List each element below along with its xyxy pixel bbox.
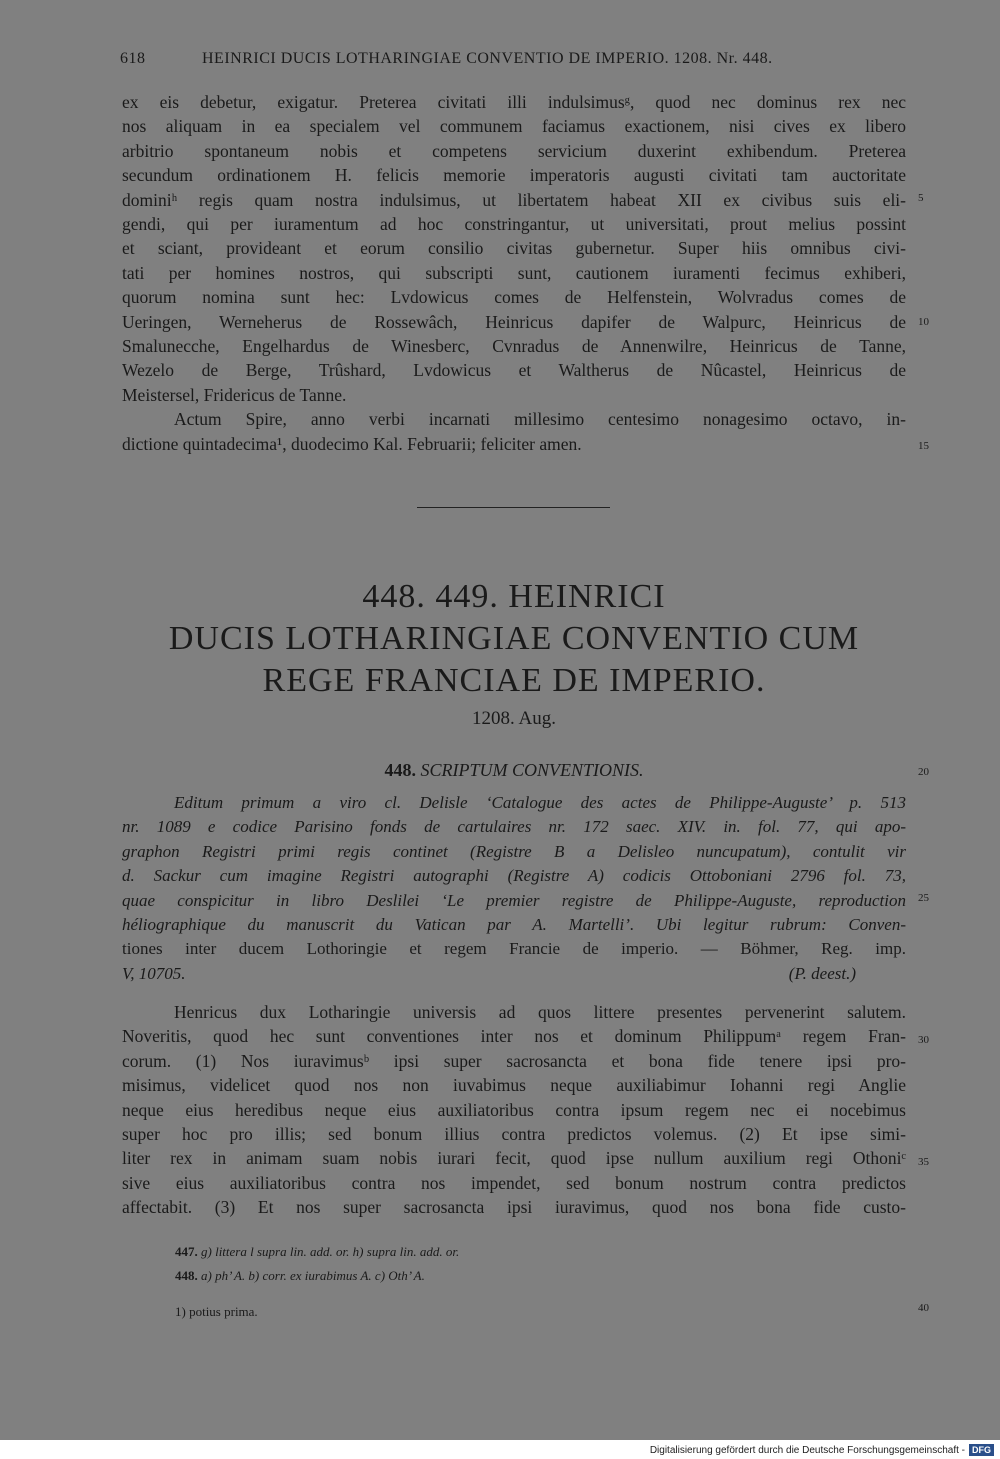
note-line: Editum primum a viro cl. Delisle ‘Catalogue des actes de Philippe-Auguste’ p. 513 (174, 793, 906, 812)
section-title (122, 576, 906, 702)
line-number: 15 (918, 440, 929, 452)
text-line: Smalunecche, Engelhardus de Winesberc, Cvnradus de Annenwilre, Heinricus de Tanne, (122, 336, 906, 357)
p-deest: (P. deest.) (788, 963, 856, 983)
text-line: affectabit. (3) Et nos super sacrosancta ipsi iuravimus, quod nos bona fide custo- (122, 1197, 906, 1218)
footnotes (175, 1240, 875, 1324)
text-line: corum. (1) Nos iuravimusᵇ ipsi super sacrosancta et bona fide tenere ipsi pro- (122, 1050, 906, 1071)
footnote-448 (175, 1264, 875, 1288)
line-number: 40 (918, 1302, 929, 1314)
footer-credit (650, 1441, 994, 1459)
footnote-text: a) ph’ A. b) corr. ex iurabimus A. c) Oth’ A. (201, 1268, 425, 1283)
dfg-logo: DFG (969, 1444, 994, 1456)
line-number: 10 (918, 316, 929, 328)
text-line: et sciant, provideant et eorum consilio civitas gubernetur. Super hiis omnibus civi- (122, 238, 906, 259)
body-text-top (122, 90, 906, 456)
document-number: 448. (384, 760, 416, 780)
footnote-1: 1) potius prima. (175, 1304, 258, 1319)
note-line: nr. 1089 e codice Parisino fonds de cartulaires nr. 172 saec. XIV. in. fol. 77, qui apo- (122, 817, 906, 837)
footnote-number: 448. (175, 1268, 198, 1283)
body-text-bottom (122, 1000, 906, 1220)
editorial-note (122, 791, 906, 986)
note-line: quae conspicitur in libro Deslilei ‘Le premier registre de Philippe-Auguste, reproduction (122, 890, 906, 910)
note-line: tiones inter ducem Lothoringie et regem Francie de imperio. — Böhmer, Reg. imp. (122, 939, 906, 959)
line-number: 20 (918, 766, 929, 778)
note-line: d. Sackur cum imagine Registri autographi (Registre A) codicis Ottoboniani 2796 fol. 73, (122, 866, 906, 886)
text-line: Noveritis, quod hec sunt conventiones inter nos et dominum Philippumᵃ regem Fran- (122, 1026, 906, 1047)
text-line: Henricus dux Lotharingie universis ad quos littere presentes pervenerint salutem. (174, 1002, 906, 1022)
text-line: sive eius auxiliatoribus contra nos impendet, sed bonum nostrum contra predictos (122, 1172, 906, 1193)
line-number: 25 (918, 892, 929, 904)
section-date: 1208. Aug. (472, 708, 556, 729)
text-line: liter rex in animam suam nobis iurari fecit, quod ipse nullum auxilium regi Othoniᶜ (122, 1148, 906, 1169)
text-line: neque eius heredibus neque eius auxiliatoribus contra ipsum regem nec ei nocebimus (122, 1099, 906, 1120)
footnote-text: g) littera l supra lin. add. or. h) supra lin. add. or. (201, 1244, 460, 1259)
note-line: héliographique du manuscrit du Vatican par A. Martelli’. Ubi legitur rubrum: Conven- (122, 915, 906, 935)
text-line: dominiʰ regis quam nostra indulsimus, ut libertatem habeat XII ex civibus suis eli- (122, 189, 906, 210)
credit-text: Digitalisierung gefördert durch die Deutsche Forschungsgemeinschaft - (649, 1444, 965, 1456)
line-number: 35 (918, 1156, 929, 1168)
text-line: Wezelo de Berge, Trûshard, Lvdowicus et Waltherus de Nûcastel, Heinricus de (122, 360, 906, 381)
text-line: secundum ordinationem H. felicis memorie imperatoris augusti civitati tam auctoritate (122, 165, 906, 186)
document-subtitle (122, 760, 906, 781)
text-line: Ueringen, Werneherus de Rossewâch, Heinricus dapifer de Walpurc, Heinricus de (122, 311, 906, 332)
document-heading: SCRIPTUM CONVENTIONIS. (420, 760, 644, 780)
note-line: V, 10705. (122, 963, 186, 983)
text-line: quorum nomina sunt hec: Lvdowicus comes de Helfenstein, Wolvradus comes de (122, 287, 906, 308)
footnote-number: 447. (175, 1244, 198, 1259)
section-divider (417, 507, 610, 508)
text-line: tati per homines nostros, qui subscripti sunt, cautionem iuramenti fecimus exhiberi, (122, 262, 906, 283)
text-line: misimus, videlicet quod nos non iuvabimus neque auxiliabimur Iohanni regi Anglie (122, 1075, 906, 1096)
line-number: 30 (918, 1034, 929, 1046)
footnote-447 (175, 1240, 875, 1264)
text-line: ex eis debetur, exigatur. Preterea civitati illi indulsimusᵍ, quod nec dominus rex nec (122, 92, 906, 112)
text-line: super hoc pro illis; sed bonum illius contra predictos volemus. (2) Et ipse simi- (122, 1124, 906, 1145)
line-number: 5 (918, 192, 924, 204)
note-last-line (122, 962, 906, 986)
running-title: HEINRICI DUCIS LOTHARINGIAE CONVENTIO DE IMPERIO. 1208. Nr. 448. (202, 50, 773, 67)
text-line: nos aliquam in ea specialem vel communem faciamus exactionem, nisi cives ex libero (122, 116, 906, 137)
note-line: graphon Registri primi regis continet (Registre B a Delisleo nuncupatum), contulit vir (122, 841, 906, 861)
actum-line: dictione quintadecima¹, duodecimo Kal. Februarii; feliciter amen. (122, 433, 582, 454)
title-line: 448. 449. HEINRICI (362, 578, 666, 615)
text-line: Meistersel, Fridericus de Tanne. (122, 384, 347, 405)
title-line: REGE FRANCIAE DE IMPERIO. (262, 662, 766, 699)
actum-line: Actum Spire, anno verbi incarnati millesimo centesimo nonagesimo octavo, in- (174, 409, 906, 430)
text-line: gendi, qui per iuramentum ad hoc constringantur, ut universitati, prout melius possint (122, 214, 906, 235)
title-line: DUCIS LOTHARINGIAE CONVENTIO CUM (168, 620, 860, 657)
text-line: arbitrio spontaneum nobis et competens servicium duxerint exhibendum. Preterea (122, 140, 906, 161)
page-number: 618 (120, 50, 146, 67)
